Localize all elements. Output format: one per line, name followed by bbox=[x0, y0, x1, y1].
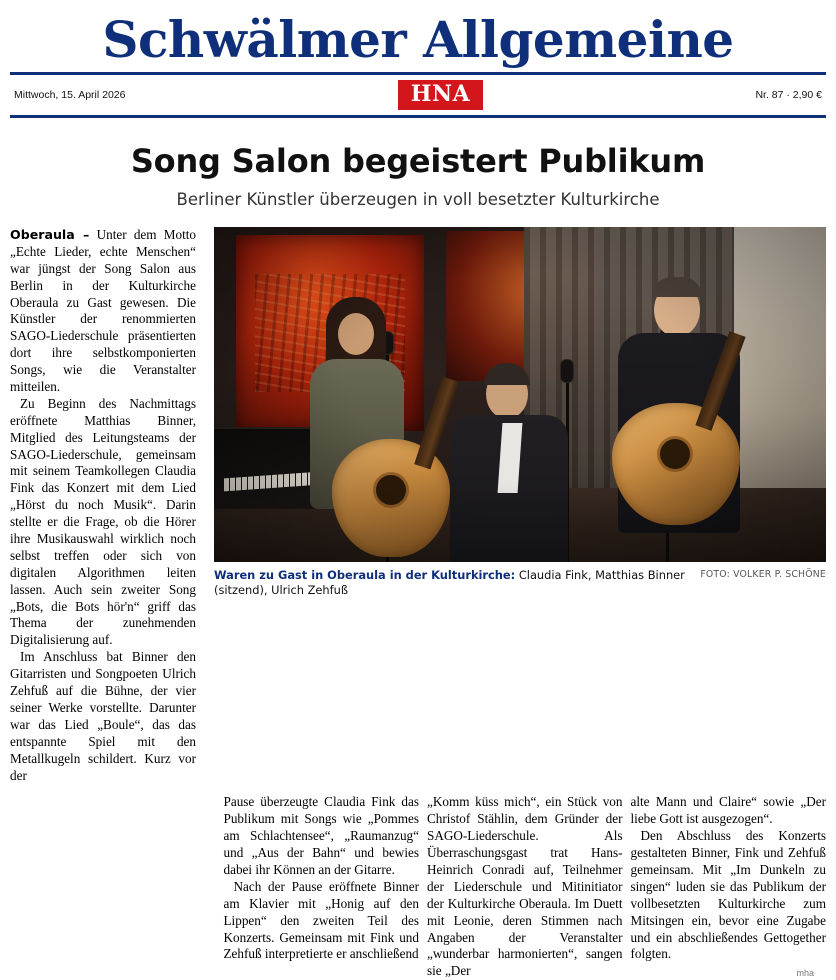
paragraph bbox=[10, 227, 196, 396]
column-3 bbox=[427, 794, 623, 980]
caption-lead: Waren zu Gast in Oberaula in der Kulturkirche: bbox=[214, 568, 516, 582]
paragraph: alte Mann und Claire“ sowie „Der liebe Gott ist ausgezogen“. bbox=[630, 794, 826, 827]
photo-credit: FOTO: VOLKER P. SCHÖNE bbox=[700, 569, 826, 580]
caption-names: Claudia Fink, Matthias Binner (sitzend), Ulrich Zehfuß bbox=[214, 568, 685, 597]
paragraph: Pause überzeugte Claudia Fink das Publikum mit Songs wie „Pommes am Schlachtensee“, „Raumanzug“ und „Aus der Bahn“ und bewies dabei ihr Können an der Gitarre. bbox=[223, 794, 419, 877]
photo-caption bbox=[214, 568, 826, 598]
article-headline: Song Salon begeistert Publikum bbox=[130, 142, 706, 180]
column-1-continued-spacer bbox=[10, 794, 206, 980]
column-4 bbox=[631, 794, 827, 980]
photo-vignette bbox=[214, 227, 826, 562]
dateline: Oberaula – bbox=[10, 227, 90, 242]
masthead-bar bbox=[10, 75, 826, 118]
paragraph: Im Anschluss bat Binner den Gitarristen und Songpoeten Ulrich Zehfuß auf die Bühne, der vier seiner Werke vorstellte. Darunter war das Lied „Boule“, das das entspannte Spiel mit den Metallkugeln schildert. Kurz vor der bbox=[10, 649, 196, 783]
column-1 bbox=[10, 227, 196, 784]
hna-logo: HNA bbox=[398, 80, 483, 109]
paragraph: Nach der Pause eröffnete Binner am Klavier mit „Honig auf den Lippen“ den zweiten Teil des Konzerts. Gemeinsam mit Fink und Zehfuß interpretierte er anschließend bbox=[223, 878, 419, 962]
newspaper-title: Schwälmer Allgemeine bbox=[102, 10, 734, 69]
publication-date: Mittwoch, 15. April 2026 bbox=[14, 89, 126, 101]
paragraph: Den Abschluss des Konzerts gestalteten Binner, Fink und Zehfuß gemeinsam. Mit „Im Dunkeln zu singen“ luden sie das Publikum der vollbesetzten Kulturkirche zum Mitsingen ein, bevor eine Zugabe und ein abschließendes Gettogether folgten. bbox=[630, 828, 826, 962]
paragraph-text: Unter dem Motto „Echte Lieder, echte Menschen“ war jüngst der Song Salon aus Berlin in der Kulturkirche Oberaula zu Gast gewesen. Die Künstler der renommierten SAGO-Liederschule präsentierten dort ihre selbstkomponierten Songs, wie die Veranstalter mitteilen. bbox=[10, 227, 196, 395]
issue-and-price: Nr. 87 · 2,90 € bbox=[755, 89, 822, 101]
article-subheadline: Berliner Künstler überzeugen in voll besetzter Kulturkirche bbox=[176, 190, 660, 209]
article-body bbox=[10, 227, 826, 980]
bottom-block bbox=[10, 794, 826, 980]
top-block bbox=[10, 227, 826, 784]
article-photo bbox=[214, 227, 826, 562]
paragraph: „Komm küss mich“, ein Stück von Christof Stählin, dem Gründer der SAGO-Liederschule. Als Überraschungsgast trat Hans-Heinrich Conradi auf, Teilnehmer der Liederschule und Mitinitiator der Kulturkirche Oberaula. Im Duett mit Leonie, deren Stimmen nach Angaben der Veranstalter „wunderbar harmonierten“, sangen sie „Der bbox=[427, 794, 623, 979]
author-initials: mha bbox=[796, 968, 814, 979]
masthead bbox=[10, 0, 826, 118]
column-2 bbox=[224, 794, 420, 980]
paragraph: Zu Beginn des Nachmittags eröffnete Matthias Binner, Mitglied des Leitungsteams der SAGO-Liederschule, gemeinsam mit seinem Teamkollegen Claudia Fink das Konzert mit dem Lied „Hörst du noch Musik“. Darin stellte er die Frage, ob die Hörer ihre Musikauswahl wirklich noch selbst treffen oder sich von digitalen Algorithmen leiten lassen. Auch sein zweiter Song „Bots, die Bots hör'n“ griff das Thema der zunehmenden Digitalisierung auf. bbox=[10, 395, 196, 648]
photo-block bbox=[214, 227, 826, 598]
